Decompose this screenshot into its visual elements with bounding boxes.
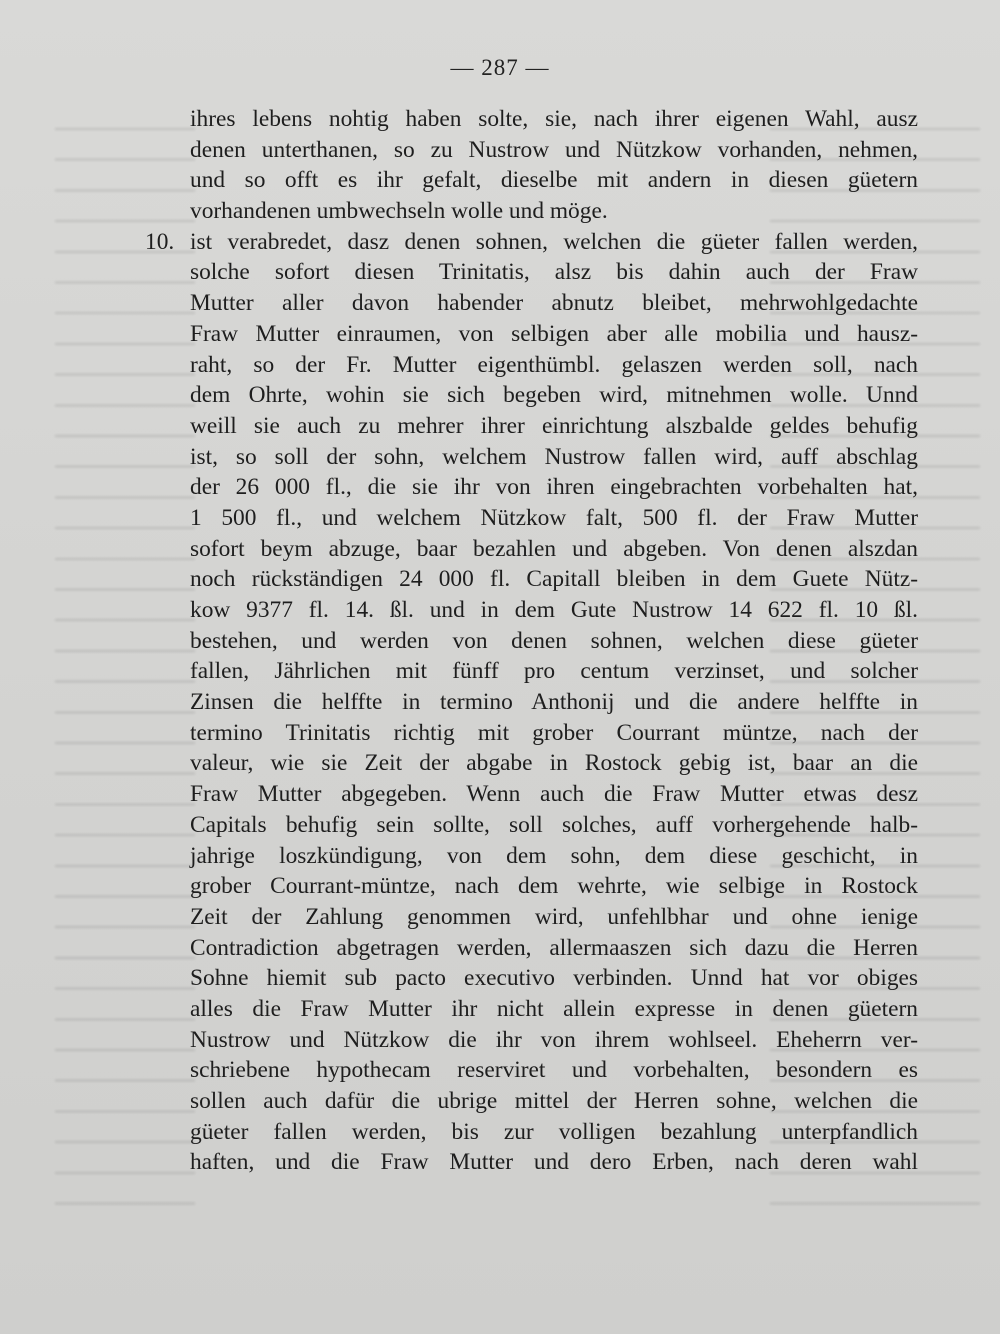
text-line: [190, 1147, 918, 1178]
text-line: [190, 626, 918, 657]
text-line: [190, 595, 918, 626]
line-text: alles die Fraw Mutter ihr nicht allein expresse in denen güetern: [190, 995, 918, 1022]
line-text: Capitals behufig sein sollte, soll solches, auff vorhergehende halb-: [190, 811, 918, 838]
text-line: [190, 779, 918, 810]
line-text: Mutter aller davon habender abnutz bleibet, mehrwohlgedachte: [190, 290, 918, 317]
text-line: [190, 350, 918, 381]
line-text: Fraw Mutter abgegeben. Wenn auch die Fraw Mutter etwas desz: [190, 781, 918, 808]
text-line: [190, 534, 918, 565]
line-text: Zeit der Zahlung genommen wird, unfehlbhar und ohne ienige: [190, 903, 918, 930]
line-text: ist verabredet, dasz denen sohnen, welchen die güeter fallen werden,: [190, 228, 918, 255]
line-text: weill sie auch zu mehrer ihrer einrichtung alszbalde geldes behufig: [190, 412, 918, 439]
line-text: raht, so der Fr. Mutter eigenthümbl. gelaszen werden soll, nach: [190, 351, 918, 378]
text-line: [190, 411, 918, 442]
text-line: [190, 963, 918, 994]
text-line: [190, 1117, 918, 1148]
text-line: [190, 994, 918, 1025]
line-text: sofort beym abzuge, baar bezahlen und abgeben. Von denen alszdan: [190, 535, 918, 562]
text-line: [190, 472, 918, 503]
line-text: haften, und die Fraw Mutter und dero Erben, nach deren wahl: [190, 1149, 918, 1176]
text-line: [190, 196, 918, 227]
line-text: der 26 000 fl., die sie ihr von ihren eingebrachten vorbehalten hat,: [190, 474, 918, 501]
text-line: [190, 871, 918, 902]
line-text: dem Ohrte, wohin sie sich begeben wird, mitnehmen wolle. Unnd: [190, 382, 918, 409]
line-text: kow 9377 fl. 14. ßl. und in dem Gute Nustrow 14 622 fl. 10 ßl.: [190, 597, 918, 623]
text-line: [190, 257, 918, 288]
line-text: güeter fallen werden, bis zur volligen bezahlung unterpfandlich: [190, 1118, 918, 1145]
line-text: Sohne hiemit sub pacto executivo verbinden. Unnd hat vor obiges: [190, 965, 918, 992]
line-text: sollen auch dafür die ubrige mittel der Herren sohne, welchen die: [190, 1088, 918, 1114]
line-text: valeur, wie sie Zeit der abgabe in Rostock gebig ist, baar an die: [190, 750, 918, 777]
text-line: [190, 288, 918, 319]
text-line: [190, 503, 918, 534]
text-line: [190, 165, 918, 196]
line-text: fallen, Jährlichen mit fünff pro centum verzinset, und solcher: [190, 658, 918, 685]
line-text: ihres lebens nohtig haben solte, sie, nach ihrer eigenen Wahl, ausz: [190, 106, 918, 132]
text-line: [190, 841, 918, 872]
text-line: [190, 1086, 918, 1117]
text-line: [190, 933, 918, 964]
text-line: [190, 810, 918, 841]
line-text: 1 500 fl., und welchem Nützkow falt, 500 fl. der Fraw Mutter: [190, 504, 918, 531]
text-line: [190, 656, 918, 687]
text-line: [190, 564, 918, 595]
item-number: 10.: [145, 228, 175, 255]
line-text: Contradiction abgetragen werden, allermaaszen sich dazu die Herren: [190, 934, 918, 961]
line-text: termino Trinitatis richtig mit grober Courrant müntze, nach der: [190, 719, 918, 746]
line-text: denen unterthanen, so zu Nustrow und Nützkow vorhanden, nehmen,: [190, 136, 918, 163]
line-text: Nustrow und Nützkow die ihr von ihrem wohlseel. Eheherrn ver-: [190, 1026, 918, 1053]
text-line: [190, 442, 918, 473]
text-line: [190, 380, 918, 411]
text-line: [190, 1055, 918, 1086]
text-line: [190, 1025, 918, 1056]
text-line: [190, 718, 918, 749]
text-line: [190, 748, 918, 779]
text-line: [190, 104, 918, 135]
line-text: schriebene hypothecam reserviret und vorbehalten, besondern es: [190, 1057, 918, 1084]
page-number: — 287 —: [450, 55, 550, 80]
line-text: und so offt es ihr gefalt, dieselbe mit andern in diesen güetern: [190, 167, 918, 194]
text-line: [145, 227, 918, 258]
line-text: bestehen, und werden von denen sohnen, welchen diese güeter: [190, 627, 918, 654]
text-line: [190, 902, 918, 933]
text-line: [190, 319, 918, 350]
line-text: solche sofort diesen Trinitatis, alsz bis dahin auch der Fraw: [190, 259, 918, 286]
line-text: noch rückständigen 24 000 fl. Capitall bleiben in dem Guete Nütz-: [190, 566, 918, 593]
text-line: [190, 687, 918, 718]
line-text: vorhandenen umbwechseln wolle und möge.: [190, 198, 608, 225]
line-text: Fraw Mutter einraumen, von selbigen aber alle mobilia und hausz-: [190, 320, 918, 347]
line-text: jahrige loszkündigung, von dem sohn, dem diese geschicht, in: [190, 842, 918, 869]
text-line: [190, 135, 918, 166]
line-text: Zinsen die helffte in termino Anthonij und die andere helffte in: [190, 689, 918, 716]
line-text: grober Courrant-müntze, nach dem wehrte, wie selbige in Rostock: [190, 873, 918, 900]
show-through-left: [55, 110, 195, 1230]
line-text: ist, so soll der sohn, welchem Nustrow fallen wird, auff abschlag: [190, 443, 918, 470]
body-text: [145, 104, 918, 1178]
